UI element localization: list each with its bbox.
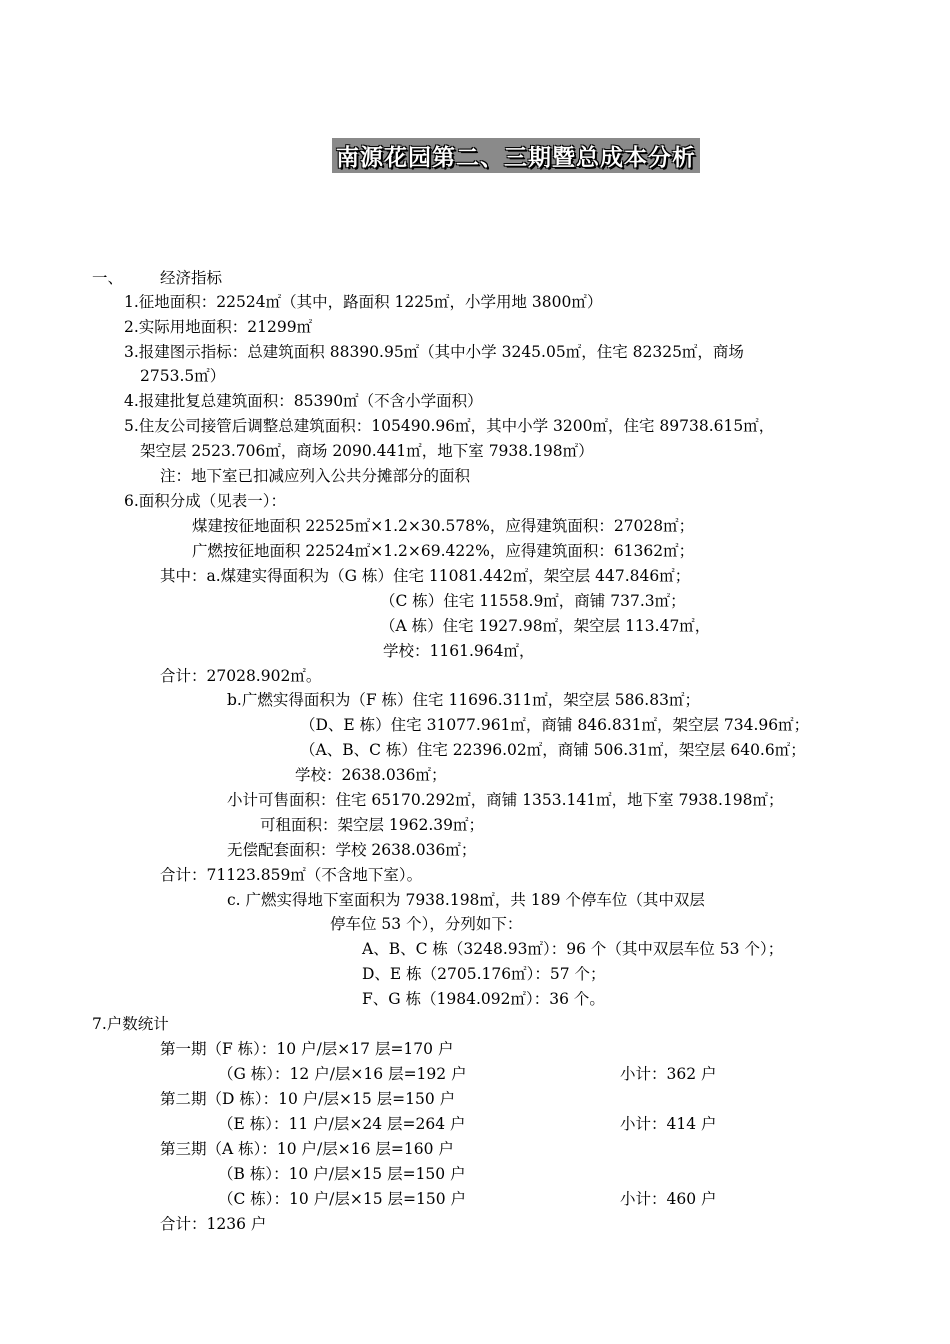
text-line: 学校：1161.964㎡， [383, 642, 535, 660]
text-line: c. 广燃实得地下室面积为 7938.198㎡，共 189 个停车位（其中双层 [227, 891, 705, 909]
text-line: （C 栋）：10 户/层×15 层=150 户 [218, 1190, 467, 1208]
text-line: 经济指标 [160, 269, 223, 287]
text-line: 小计：460 户 [620, 1190, 717, 1208]
text-line: （A、B、C 栋）住宅 22396.02㎡，商铺 506.31㎡，架空层 640.6㎡； [300, 741, 806, 759]
text-line: 无偿配套面积：学校 2638.036㎡； [227, 841, 477, 859]
text-line: 3.报建图示指标：总建筑面积 88390.95㎡（其中小学 3245.05㎡，住宅 82325㎡，商场 [124, 343, 744, 361]
text-line: （E 栋）：11 户/层×24 层=264 户 [218, 1115, 466, 1133]
text-line: 学校：2638.036㎡； [295, 766, 447, 784]
text-line: 1.征地面积：22524㎡（其中，路面积 1225㎡，小学用地 3800㎡） [124, 293, 603, 311]
text-line: D、E 栋（2705.176㎡）：57 个； [362, 965, 606, 983]
text-line: （C 栋）住宅 11558.9㎡，商铺 737.3㎡； [380, 592, 686, 610]
text-line: （G 栋）：12 户/层×16 层=192 户 [218, 1065, 467, 1083]
text-line: 第二期（D 栋）：10 户/层×15 层=150 户 [160, 1090, 456, 1108]
text-line: 2753.5㎡） [140, 367, 226, 385]
text-line: 6.面积分成（见表一）： [124, 492, 287, 510]
text-line: 注：地下室已扣减应列入公共分摊部分的面积 [160, 467, 471, 485]
text-line: F、G 栋（1984.092㎡）：36 个。 [362, 990, 605, 1008]
text-line: 合计：1236 户 [160, 1215, 267, 1233]
document-title-block [0, 138, 950, 173]
document-title: 南源花园第二、三期暨总成本分析 [332, 138, 700, 173]
text-line: 煤建按征地面积 22525㎡×1.2×30.578%，应得建筑面积：27028㎡； [192, 517, 695, 535]
text-line: 停车位 53 个），分列如下： [330, 915, 523, 933]
text-line: 合计：27028.902㎡。 [160, 667, 322, 685]
text-line: 架空层 2523.706㎡，商场 2090.441㎡，地下室 7938.198㎡） [140, 442, 594, 460]
text-line: （D、E 栋）住宅 31077.961㎡，商铺 846.831㎡，架空层 734.96㎡； [300, 716, 810, 734]
text-line: A、B、C 栋（3248.93㎡）：96 个（其中双层车位 53 个）； [362, 940, 784, 958]
text-line: 5.住友公司接管后调整总建筑面积：105490.96㎡，其中小学 3200㎡，住宅 89738.615㎡， [124, 417, 775, 435]
text-line: 小计可售面积：住宅 65170.292㎡，商铺 1353.141㎡，地下室 7938.198㎡； [227, 791, 784, 809]
text-line: （A 栋）住宅 1927.98㎡，架空层 113.47㎡， [380, 617, 711, 635]
text-line: 一、 [92, 269, 124, 287]
text-line: 第三期（A 栋）：10 户/层×16 层=160 户 [160, 1140, 454, 1158]
text-line: 广燃按征地面积 22524㎡×1.2×69.422%，应得建筑面积：61362㎡； [192, 542, 695, 560]
text-line: 小计：362 户 [620, 1065, 717, 1083]
text-line: 合计：71123.859㎡（不含地下室）。 [160, 866, 423, 884]
text-line: 其中：a.煤建实得面积为（G 栋）住宅 11081.442㎡，架空层 447.846㎡； [160, 567, 691, 585]
text-line: b.广燃实得面积为（F 栋）住宅 11696.311㎡，架空层 586.83㎡； [227, 691, 700, 709]
text-line: （B 栋）：10 户/层×15 层=150 户 [218, 1165, 466, 1183]
text-line: 第一期（F 栋）：10 户/层×17 层=170 户 [160, 1040, 454, 1058]
text-line: 7.户数统计 [92, 1015, 169, 1033]
text-line: 2.实际用地面积：21299㎡ [124, 318, 313, 336]
text-line: 可租面积：架空层 1962.39㎡； [260, 816, 485, 834]
text-line: 4.报建批复总建筑面积：85390㎡（不含小学面积） [124, 392, 483, 410]
text-line: 小计：414 户 [620, 1115, 717, 1133]
